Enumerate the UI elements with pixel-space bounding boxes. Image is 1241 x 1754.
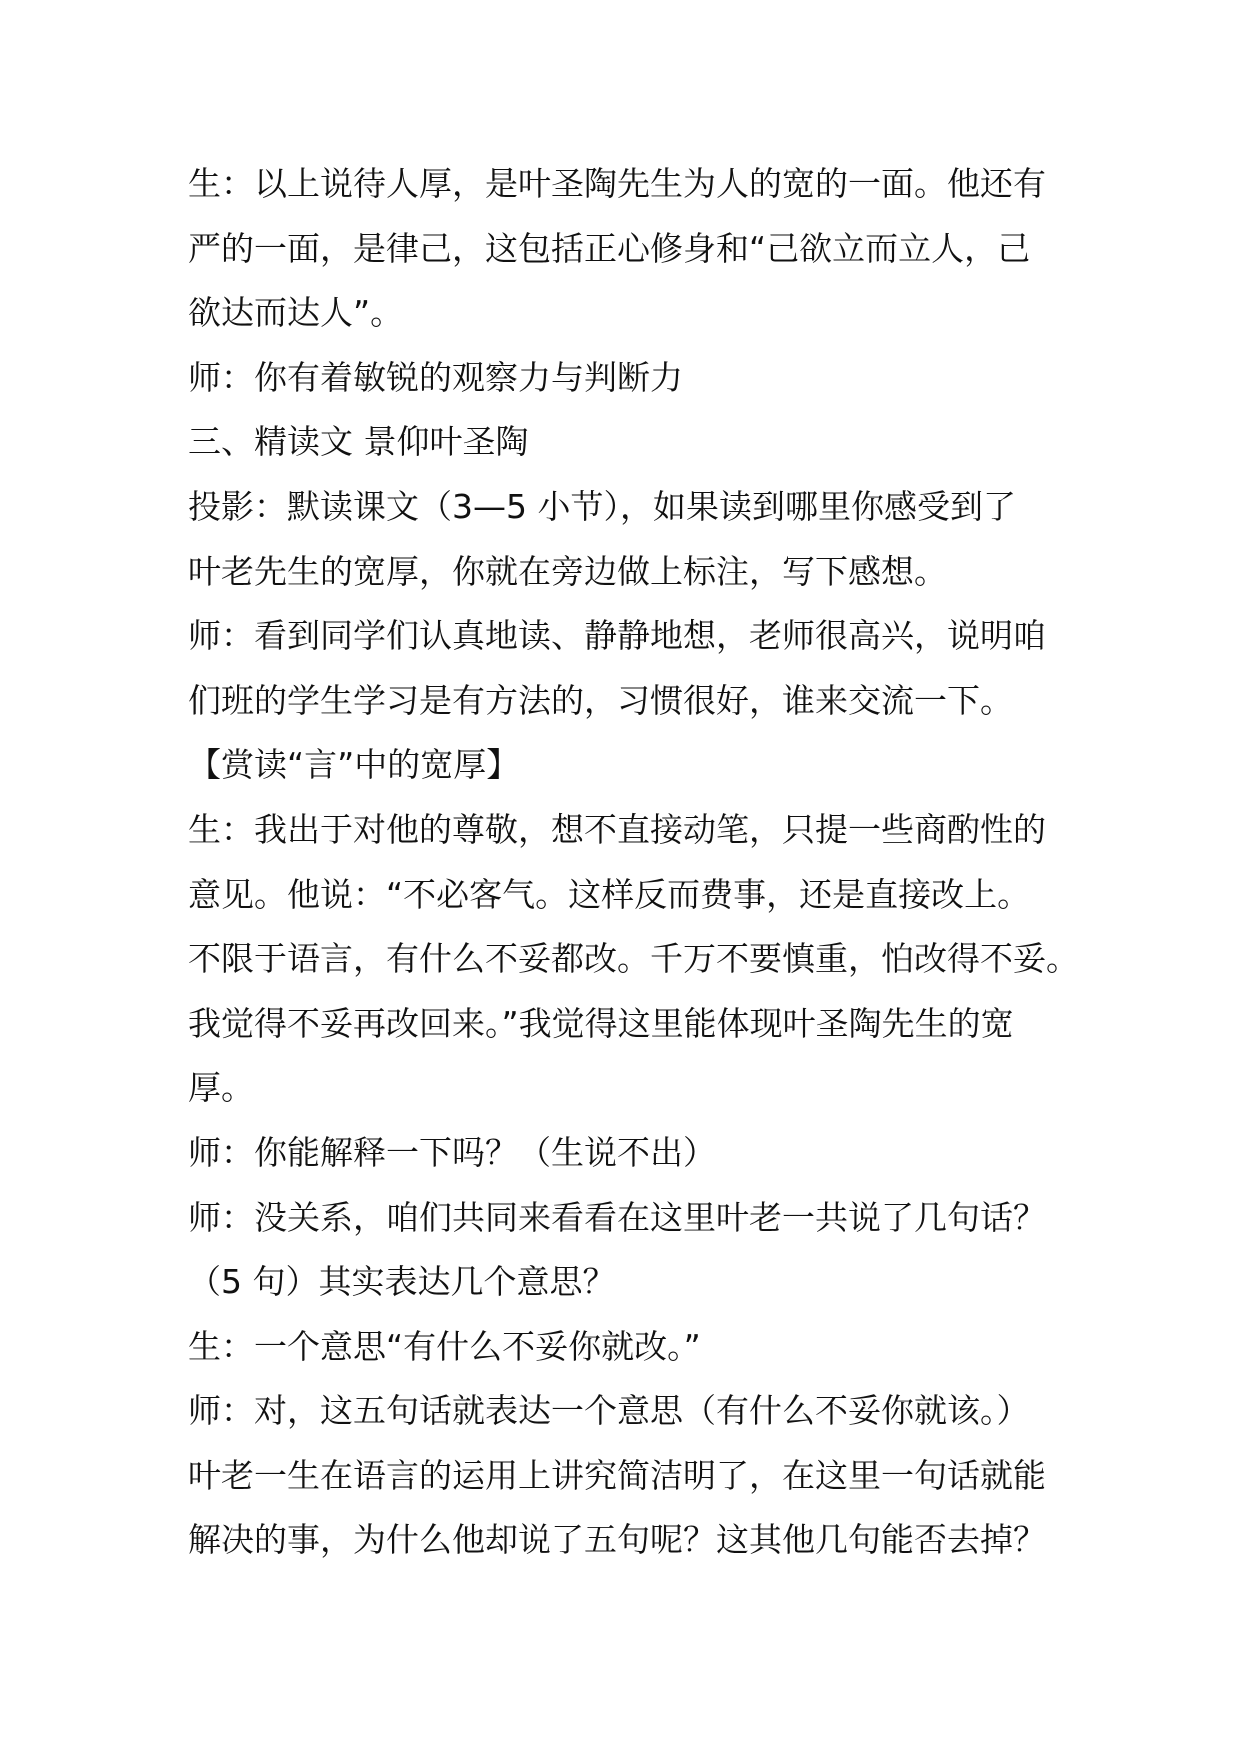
document-body — [188, 152, 1079, 1573]
text-line: 我觉得不妥再改回来。”我觉得这里能体现叶圣陶先生的宽 — [188, 1003, 1014, 1043]
text-line: 师：没关系，咱们共同来看看在这里叶老一共说了几句话？ — [188, 1197, 1046, 1237]
text-line: 厚。 — [188, 1068, 254, 1108]
text-line: 生：一个意思“有什么不妥你就改。” — [188, 1326, 701, 1366]
text-line: 欲达而达人”。 — [188, 293, 404, 333]
text-line: 叶老一生在语言的运用上讲究简洁明了，在这里一句话就能 — [188, 1455, 1046, 1495]
subsection-heading: 【赏读“言”中的宽厚】 — [188, 745, 520, 785]
text-line: 生：我出于对他的尊敬，想不直接动笔，只提一些商酌性的 — [188, 809, 1046, 849]
text-line: 投影：默读课文（3—5 小节），如果读到哪里你感受到了 — [188, 486, 1016, 526]
text-line: （5 句）其实表达几个意思？ — [188, 1262, 616, 1302]
text-line: 叶老先生的宽厚，你就在旁边做上标注，写下感想。 — [188, 551, 947, 591]
text-line: 生：以上说待人厚，是叶圣陶先生为人的宽的一面。他还有 — [188, 164, 1046, 203]
text-line: 师：对，这五句话就表达一个意思（有什么不妥你就该。） — [188, 1391, 1030, 1431]
text-line: 师：你有着敏锐的观察力与判断力 — [188, 357, 683, 397]
text-line: 解决的事，为什么他却说了五句呢？这其他几句能否去掉？ — [188, 1520, 1046, 1560]
text-line: 师：看到同学们认真地读、静静地想，老师很高兴，说明咱 — [188, 616, 1046, 656]
text-line: 师：你能解释一下吗？（生说不出） — [188, 1132, 716, 1172]
text-line: 不限于语言，有什么不妥都改。千万不要慎重，怕改得不妥。 — [188, 939, 1079, 979]
text-line: 们班的学生学习是有方法的，习惯很好，谁来交流一下。 — [188, 680, 1013, 720]
section-heading: 三、精读文 景仰叶圣陶 — [188, 422, 529, 462]
text-line: 严的一面，是律己，这包括正心修身和“己欲立而立人，己 — [188, 228, 1031, 268]
text-line: 意见。他说：“不必客气。这样反而费事，还是直接改上。 — [188, 874, 1031, 914]
